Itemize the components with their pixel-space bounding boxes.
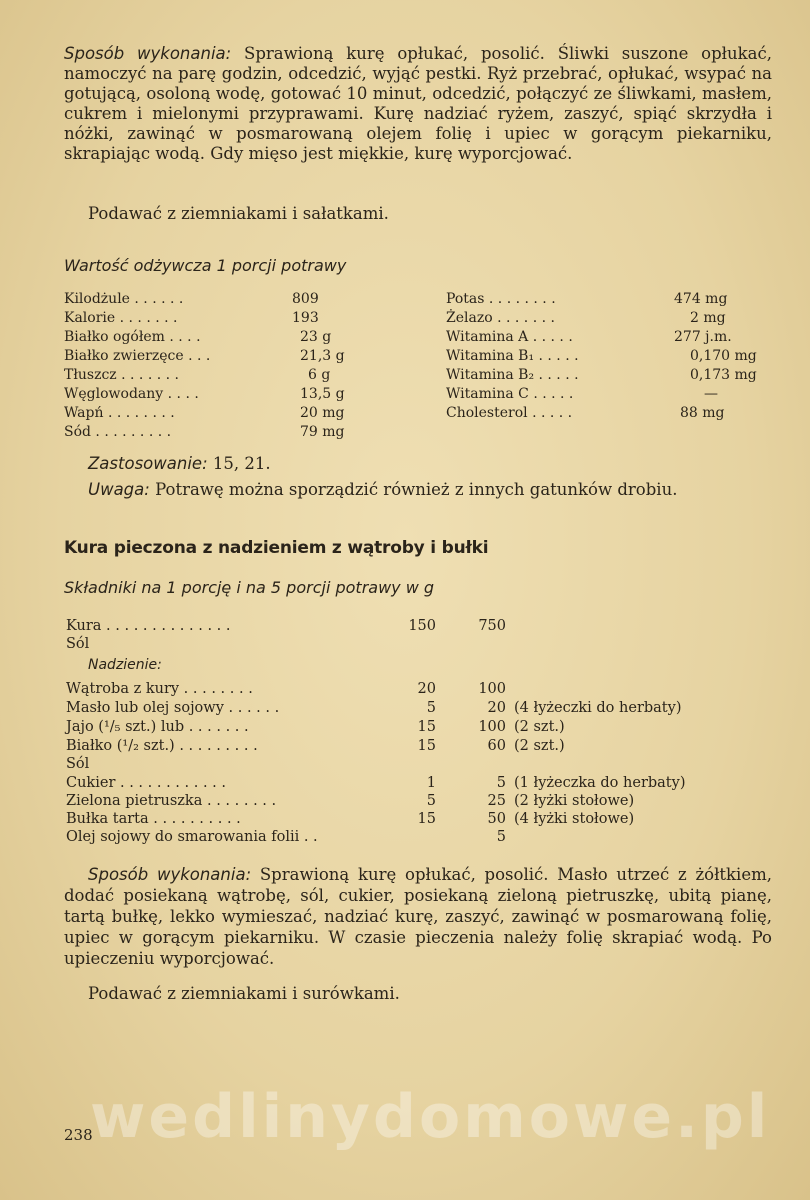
method-label: Sposób wykonania:: [64, 44, 232, 63]
serving-note-1: Podawać z ziemniakami i sałatkami.: [88, 204, 389, 223]
ingredient-row: Jajo (¹/₅ szt.) lub . . . . . . . 15 100 (2 szt.): [66, 719, 565, 735]
recipe-title: Kura pieczona z nadzieniem z wątroby i bułki: [64, 538, 489, 558]
note-label: Uwaga:: [88, 480, 150, 499]
serving-note-2: Podawać z ziemniakami i surówkami.: [88, 984, 400, 1003]
method-text: Sprawioną kurę opłukać, posolić. Śliwki suszone opłukać, namoczyć na parę godzin, odcedzić, wyjąć pestki. Ryż przebrać, opłukać, wsypać na gotującą, osoloną wodę, gotować 10 minut, odcedzić, połączyć ze śliwkami, masłem, cukrem i mielonymi przyprawami. Kurę nadziać ryżem, zaszyć, spiąć skrzydła i nóżki, zawinąć w posmarowaną olejem folię i upiec w gorącym piekarniku, skrapiając wodą. Gdy mięso jest miękkie, kurę wyporcjować.: [64, 44, 772, 163]
method-text: Sprawioną kurę opłukać, posolić. Masło utrzeć z żółtkiem, dodać posiekaną wątrobę, sól, cukier, posiekaną zieloną pietruszkę, ubitą pianę, tartą bułkę, lekko wymieszać, nadziać kurę, zaszyć, zawinąć w posmarowaną folię, upiec w gorącym piekarniku. W czasie pieczenia należy folię skrapiać wodą. Po upieczeniu wyporcjować.: [64, 865, 772, 968]
page-number: 238: [64, 1126, 93, 1144]
note-line: [64, 480, 772, 500]
application-label: Zastosowanie:: [88, 454, 208, 473]
ingredient-row: Wątroba z kury . . . . . . . . 20 100: [66, 681, 506, 697]
nutrition-left-column: Kilodżule . . . . . . 809 Kalorie . . . . . . . 193 Białko ogółem . . . . 23 g Białko zwierzęce . . . 21,3 g Tłuszcz . . . . . . . 6 g Węglowodany . . . . 13,5 g Wapń . . . . . . . . 20 mg Sód . . . . . . . . . 79 mg: [64, 291, 345, 440]
ingredient-row: Zielona pietruszka . . . . . . . . 5 25 (2 łyżki stołowe): [66, 793, 635, 809]
ingredient-row: Kura . . . . . . . . . . . . . . 150 750: [66, 618, 506, 634]
ingredient-row: Olej sojowy do smarowania folii . . 5: [66, 829, 506, 845]
ingredient-row: Masło lub olej sojowy . . . . . . 5 20 (4 łyżeczki do herbaty): [66, 700, 682, 716]
filling-label: Nadzienie:: [88, 657, 162, 673]
method-paragraph-2: [64, 864, 772, 969]
ingredient-row: Cukier . . . . . . . . . . . . 1 5 (1 łyżeczka do herbaty): [66, 775, 686, 791]
application-value: 15, 21.: [207, 454, 271, 473]
method-label: Sposób wykonania:: [88, 865, 252, 884]
ingredients-title: Składniki na 1 porcję i na 5 porcji potrawy w g: [64, 578, 435, 597]
ingredient-row: Sól: [66, 756, 90, 772]
ingredient-row: Bułka tarta . . . . . . . . . . 15 50 (4 łyżki stołowe): [66, 811, 635, 827]
method-paragraph-1: [64, 44, 772, 164]
ingredient-row: Białko (¹/₂ szt.) . . . . . . . . . 15 60 (2 szt.): [66, 738, 565, 754]
nutrition-right-column: Potas . . . . . . . . 474 mg Żelazo . . . . . . . 2 mg Witamina A . . . . . 277 j.m. Witamina B₁ . . . . . 0,170 mg Witamina B₂ . . . . . 0,173 mg Witamina C . . . . . — Cholesterol . . . . . 88 mg: [446, 291, 757, 421]
watermark: wedlinydomowe.pl: [90, 1082, 771, 1152]
nutrition-title: Wartość odżywcza 1 porcji potrawy: [64, 256, 347, 275]
application-line: [64, 454, 772, 474]
ingredient-row: Sól: [66, 636, 90, 652]
note-value: Potrawę można sporządzić również z innych gatunków drobiu.: [149, 480, 678, 499]
